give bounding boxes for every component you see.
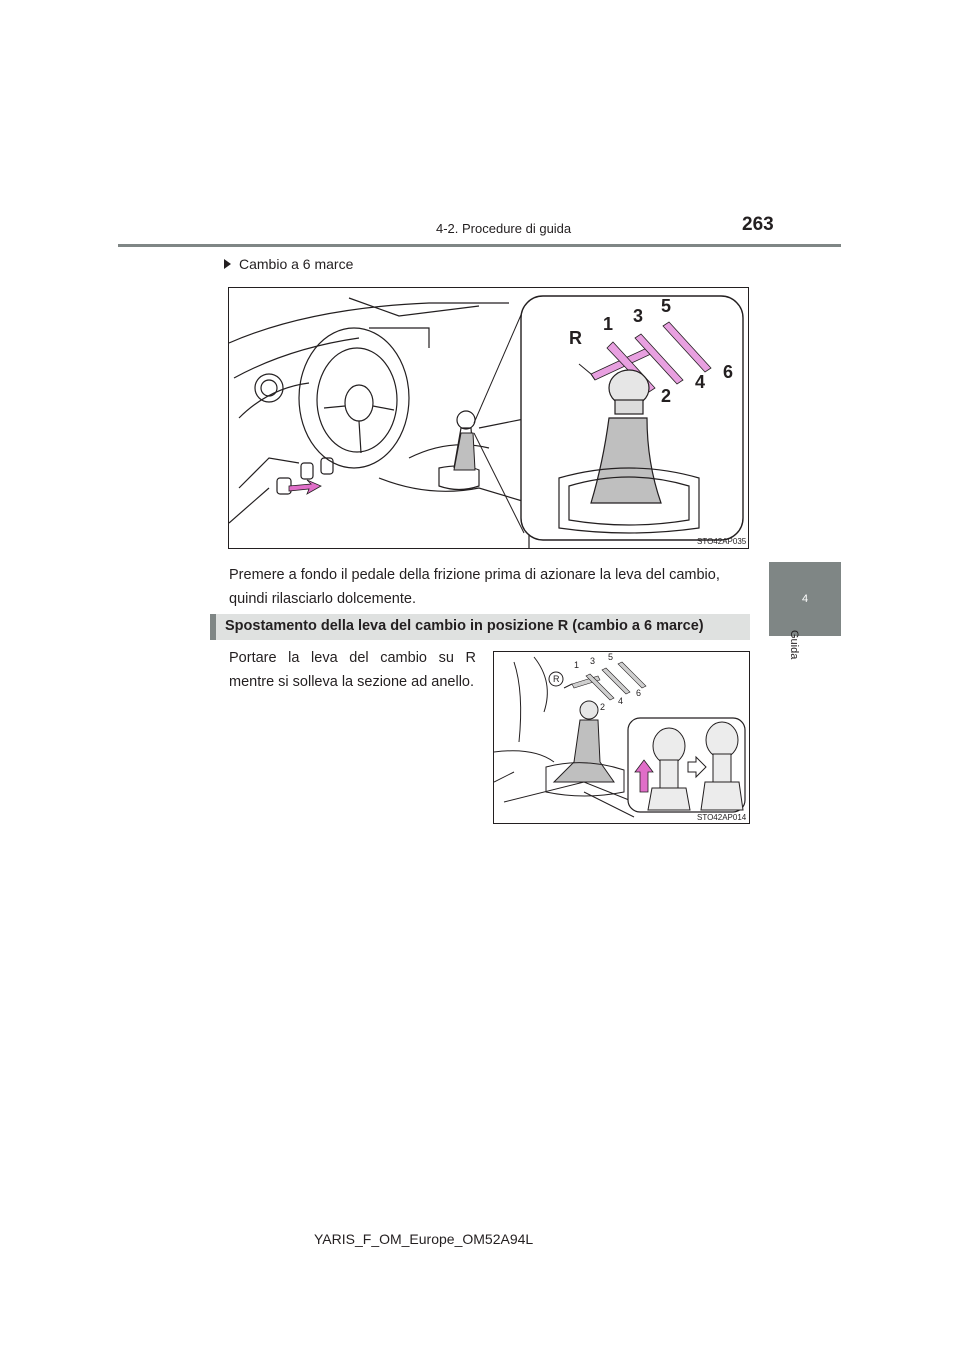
gear-label: 5 bbox=[661, 296, 672, 316]
gear-label: 4 bbox=[618, 696, 624, 706]
triangle-bullet-icon bbox=[224, 259, 231, 269]
cockpit-illustration bbox=[229, 288, 748, 548]
gear-label: 3 bbox=[633, 306, 644, 326]
gear-label: 2 bbox=[661, 386, 672, 406]
page-number: 263 bbox=[742, 214, 774, 235]
figure-reverse-shift bbox=[493, 651, 750, 824]
reverse-illustration bbox=[494, 652, 749, 823]
bullet-item bbox=[224, 256, 353, 272]
footer-doc-id: YARIS_F_OM_Europe_OM52A94L bbox=[314, 1231, 534, 1247]
figure-code: STO42AP035 bbox=[697, 537, 747, 546]
chapter-label: Guida bbox=[788, 630, 800, 660]
gear-label: 2 bbox=[600, 702, 606, 712]
figure-6-speed-shift bbox=[228, 287, 749, 549]
section-title-bar bbox=[210, 614, 750, 640]
gear-label: 1 bbox=[603, 314, 614, 334]
header-rule bbox=[118, 244, 841, 247]
gear-label: 6 bbox=[636, 688, 642, 698]
gear-label: R bbox=[553, 674, 560, 684]
bullet-text: Cambio a 6 marce bbox=[239, 256, 354, 272]
gear-label: 3 bbox=[590, 656, 596, 666]
reverse-instruction: Portare la leva del cambio su R mentre si solleva la sezione ad anello. bbox=[229, 650, 476, 690]
gear-label: 6 bbox=[723, 362, 734, 382]
figure-code: STO42AP014 bbox=[697, 813, 747, 822]
gear-label: 1 bbox=[574, 660, 580, 670]
gear-label: 4 bbox=[695, 372, 706, 392]
section-title: Spostamento della leva del cambio in posizione R (cambio a 6 marce) bbox=[225, 618, 704, 634]
chapter-tab bbox=[769, 562, 841, 636]
section-header: 4-2. Procedure di guida bbox=[436, 221, 572, 236]
instruction-paragraph: Premere a fondo il pedale della frizione prima di azionare la leva del cambio, quindi rilasciarlo dolcemente. bbox=[229, 567, 720, 607]
gear-label: 5 bbox=[608, 652, 614, 662]
chapter-number: 4 bbox=[801, 593, 809, 605]
gear-label: R bbox=[569, 328, 582, 348]
